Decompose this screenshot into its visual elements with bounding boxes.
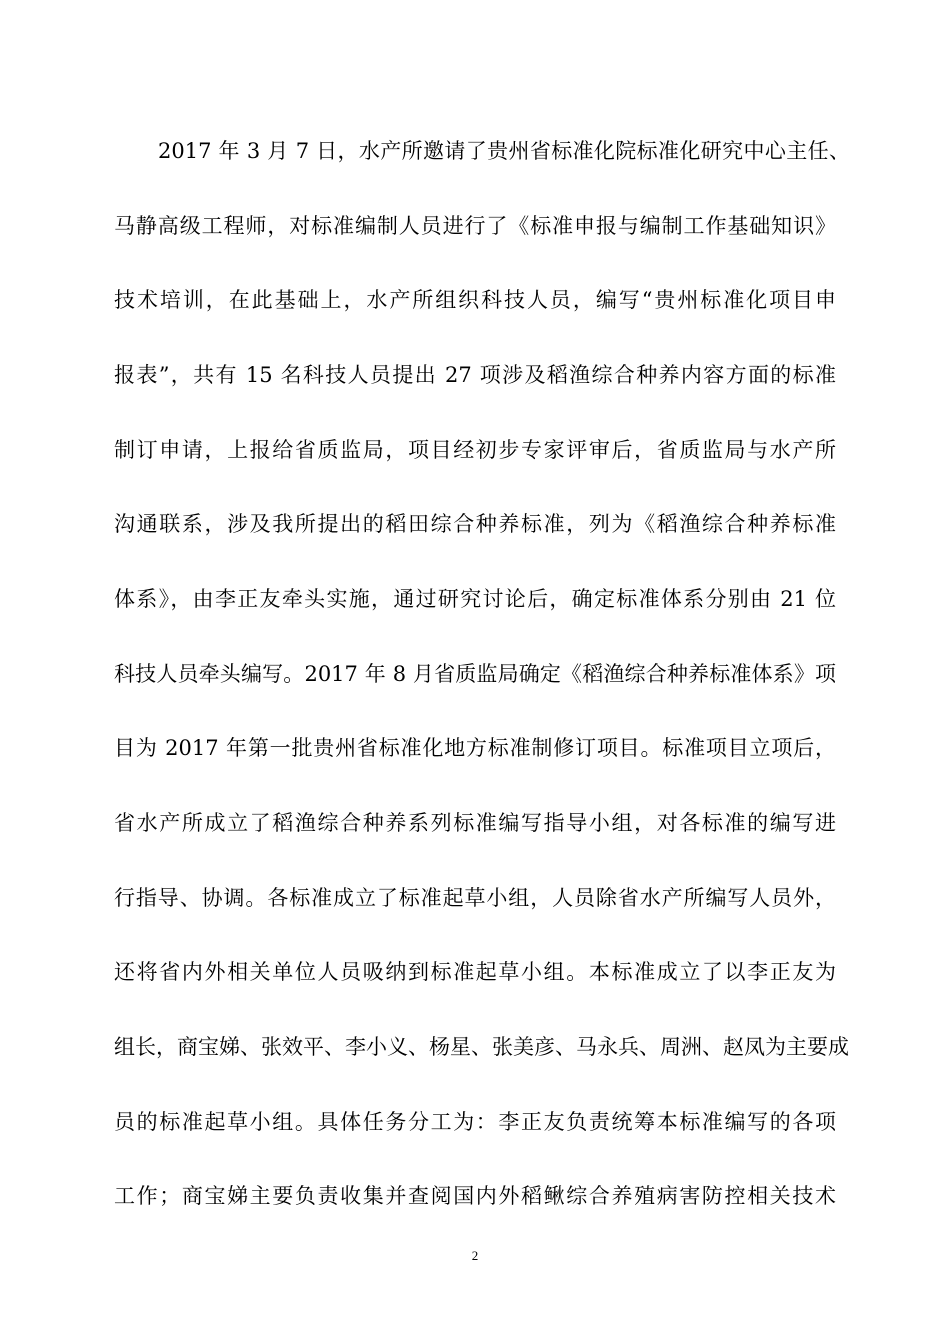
paragraph-line: 工作；商宝娣主要负责收集并查阅国内外稻鳅综合养殖病害防控相关技术 [114,1184,836,1208]
paragraph-line: 制订申请，上报给省质监局，项目经初步专家评审后，省质监局与水产所 [114,438,836,462]
paragraph-line: 还将省内外相关单位人员吸纳到标准起草小组。本标准成立了以李正友为 [114,960,836,984]
paragraph-line: 2017 年 3 月 7 日，水产所邀请了贵州省标准化院标准化研究中心主任、 [158,139,850,163]
paragraph-line: 马静高级工程师，对标准编制人员进行了《标准申报与编制工作基础知识》 [114,214,836,238]
paragraph-line: 科技人员牵头编写。2017 年 8 月省质监局确定《稻渔综合种养标准体系》项 [114,662,836,686]
paragraph-line: 体系》，由李正友牵头实施，通过研究讨论后，确定标准体系分别由 21 位 [114,587,836,611]
paragraph-line: 目为 2017 年第一批贵州省标准化地方标准制修订项目。标准项目立项后， [114,736,836,760]
paragraph-line: 技术培训，在此基础上，水产所组织科技人员，编写“贵州标准化项目申 [114,288,836,312]
paragraph-line: 沟通联系，涉及我所提出的稻田综合种养标准，列为《稻渔综合种养标准 [114,512,836,536]
paragraph-line: 省水产所成立了稻渔综合种养系列标准编写指导小组，对各标准的编写进 [114,811,836,835]
paragraph-line: 组长，商宝娣、张效平、李小义、杨星、张美彦、马永兵、周洲、赵凤为主要成 [114,1035,849,1059]
paragraph-line: 报表”，共有 15 名科技人员提出 27 项涉及稻渔综合种养内容方面的标准 [114,363,836,387]
paragraph-line: 员的标准起草小组。具体任务分工为：李正友负责统筹本标准编写的各项 [114,1110,836,1134]
paragraph-line: 行指导、协调。各标准成立了标准起草小组，人员除省水产所编写人员外， [114,886,836,910]
page-number: 2 [471,1248,479,1263]
